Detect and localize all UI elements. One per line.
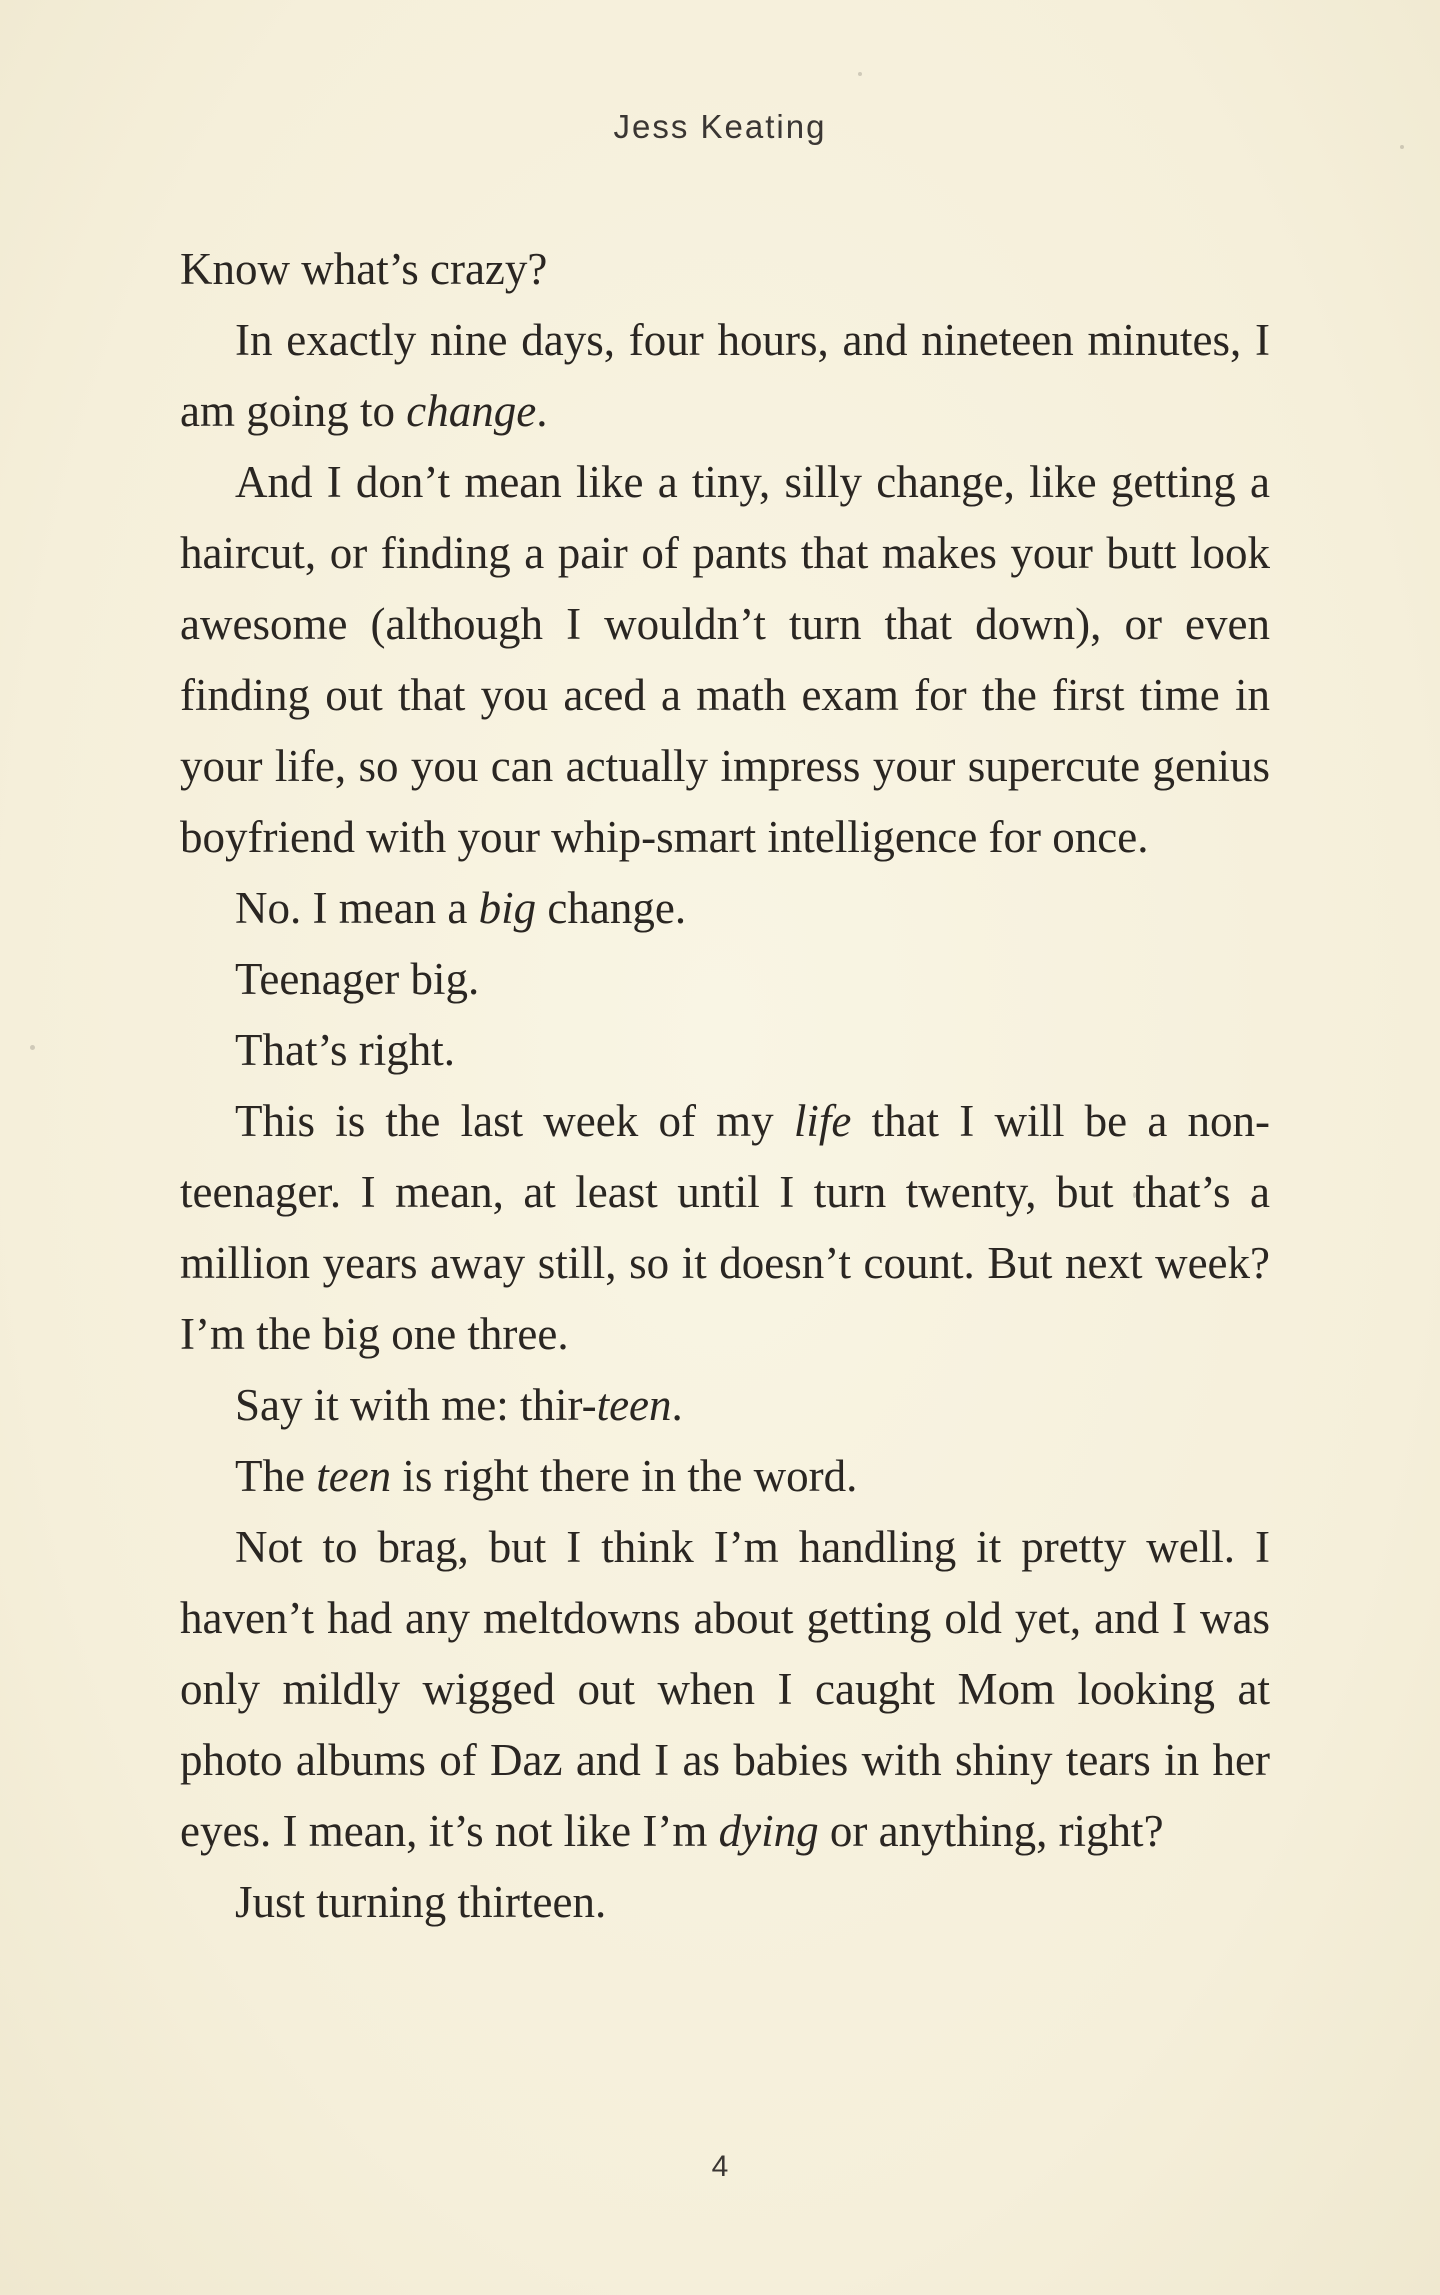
text-run: or anything, right?	[818, 1806, 1164, 1856]
text-run: Say it with me: thir-	[235, 1380, 597, 1430]
page-number: 4	[711, 2150, 729, 2183]
paragraph	[180, 447, 1270, 873]
text-run: The	[235, 1451, 317, 1501]
paragraph	[180, 873, 1270, 944]
text-run: This is the last week of my	[235, 1096, 794, 1146]
text-run: No. I mean a	[235, 883, 479, 933]
paragraph	[180, 1086, 1270, 1370]
paper-speck	[858, 72, 862, 76]
italic-text: big	[478, 883, 537, 933]
text-run: And I don’t mean like a tiny, silly change, like getting a haircut, or finding a pair of pants that makes your butt look awesome (although I wouldn’t turn that down), or even finding out that you aced a math exam for the first time in your life, so you can actually impress your supercute genius boyfriend with your whip-smart intelligence for once.	[180, 457, 1270, 862]
paragraph	[180, 234, 1270, 305]
paragraph	[180, 944, 1270, 1015]
text-run: change.	[536, 883, 687, 933]
italic-text: change	[406, 386, 537, 436]
paragraph	[180, 1512, 1270, 1867]
paragraph	[180, 1370, 1270, 1441]
italic-text: teen	[316, 1451, 392, 1501]
paragraph	[180, 1867, 1270, 1938]
text-run: Just turning thirteen.	[235, 1877, 607, 1927]
text-run: that I will be a non-teenager. I mean, at least until I turn twenty, but that’s a million years away still, so it doesn’t count. But next week? I’m the big one three.	[180, 1096, 1270, 1359]
paragraph	[180, 1015, 1270, 1086]
paragraph	[180, 1441, 1270, 1512]
italic-text: teen	[596, 1380, 672, 1430]
text-run: Not to brag, but I think I’m handling it pretty well. I haven’t had any meltdowns about getting old yet, and I was only mildly wigged out when I caught Mom looking at photo albums of Daz and I as babies with shiny tears in her eyes. I mean, it’s not like I’m	[180, 1522, 1270, 1856]
text-run: .	[536, 386, 548, 436]
text-run: In exactly nine days, four hours, and nineteen minutes, I am going to	[180, 315, 1270, 436]
running-head: Jess Keating	[613, 108, 827, 145]
text-run: .	[671, 1380, 683, 1430]
text-run: is right there in the word.	[391, 1451, 858, 1501]
paragraph	[180, 305, 1270, 447]
text-run: Know what’s crazy?	[180, 244, 548, 294]
text-run: That’s right.	[235, 1025, 455, 1075]
italic-text: life	[793, 1096, 852, 1146]
body-text	[180, 234, 1270, 1938]
italic-text: dying	[718, 1806, 819, 1856]
paper-speck	[30, 1045, 35, 1050]
text-run: Teenager big.	[235, 954, 480, 1004]
